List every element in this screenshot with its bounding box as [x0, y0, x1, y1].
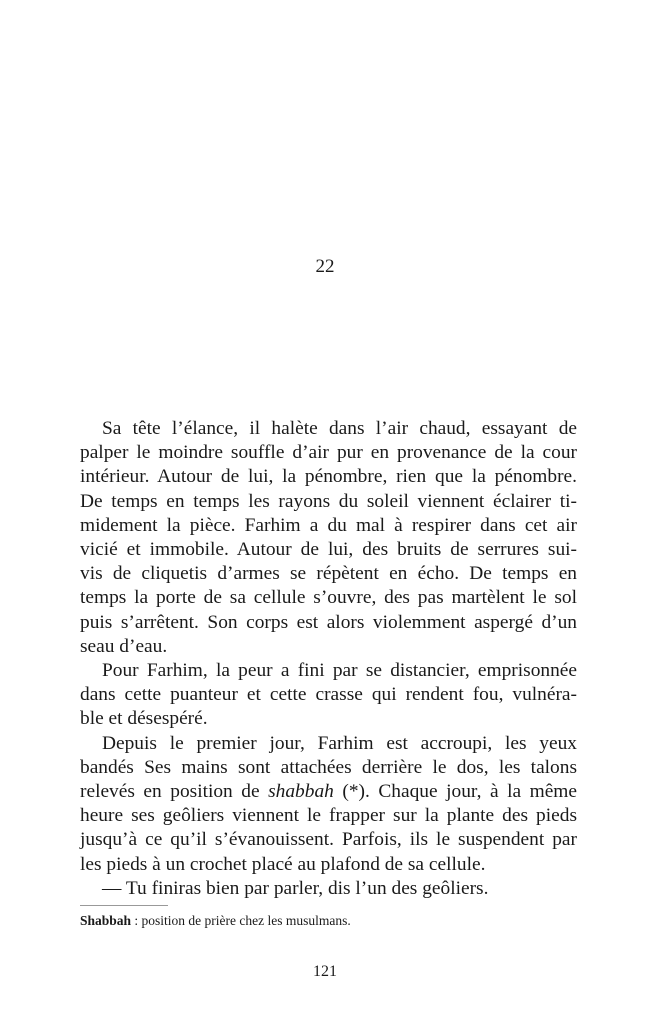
footnote-definition: : position de prière chez les musulmans. — [131, 913, 351, 928]
text-segment: (*). Chaque jour, à la même — [333, 781, 578, 803]
text-line: vis de cliquetis d’armes se répètent en écho. De temps en — [80, 563, 577, 585]
page-number: 121 — [313, 963, 337, 980]
italic-term: shabbah — [268, 781, 334, 803]
text-line: ble et désespéré. — [80, 708, 208, 730]
text-segment: relevés en position de — [80, 781, 269, 803]
text-line: seau d’eau. — [80, 635, 168, 657]
text-line: Pour Farhim, la peur a fini par se distancier, emprisonnée — [102, 660, 577, 682]
footnote-term: Shabbah — [80, 913, 132, 928]
text-line: Sa tête l’élance, il halète dans l’air chaud, essayant de — [102, 418, 577, 439]
text-line: temps la porte de sa cellule s’ouvre, des pas martèlent le sol — [80, 587, 577, 609]
text-line: — Tu finiras bien par parler, dis l’un des geôliers. — [102, 877, 489, 899]
paragraph-3 — [80, 732, 577, 877]
body-text — [80, 417, 577, 901]
text-line: dans cette puanteur et cette crasse qui rendent fou, vulnéra- — [80, 684, 577, 706]
footnote-separator — [80, 905, 168, 906]
text-line: les pieds à un crochet placé au plafond de sa cellule. — [80, 853, 486, 875]
text-line: vicié et immobile. Autour de lui, des bruits de serrures sui- — [80, 539, 577, 561]
chapter-number: 22 — [315, 256, 335, 277]
paragraph-2 — [80, 659, 577, 732]
footnote — [80, 912, 351, 929]
text-line: heure ses geôliers viennent le frapper sur la plante des pieds — [80, 805, 577, 827]
text-line: jusqu’à ce qu’il s’évanouissent. Parfois, ils le suspendent par — [80, 829, 577, 851]
paragraph-4 — [80, 877, 577, 901]
text-line: De temps en temps les rayons du soleil viennent éclairer ti- — [80, 490, 577, 512]
text-line: bandés Ses mains sont attachées derrière le dos, les talons — [80, 756, 577, 778]
text-line: intérieur. Autour de lui, la pénombre, rien que la pénombre. — [80, 466, 577, 488]
text-line: palper le moindre souffle d’air pur en provenance de la cour — [80, 442, 577, 464]
text-line — [80, 780, 577, 804]
text-line: midement la pièce. Farhim a du mal à respirer dans cet air — [80, 514, 577, 536]
text-line: Depuis le premier jour, Farhim est accroupi, les yeux — [102, 732, 577, 754]
text-line: puis s’arrêtent. Son corps est alors violemment aspergé d’un — [80, 611, 577, 633]
paragraph-1 — [80, 417, 577, 659]
